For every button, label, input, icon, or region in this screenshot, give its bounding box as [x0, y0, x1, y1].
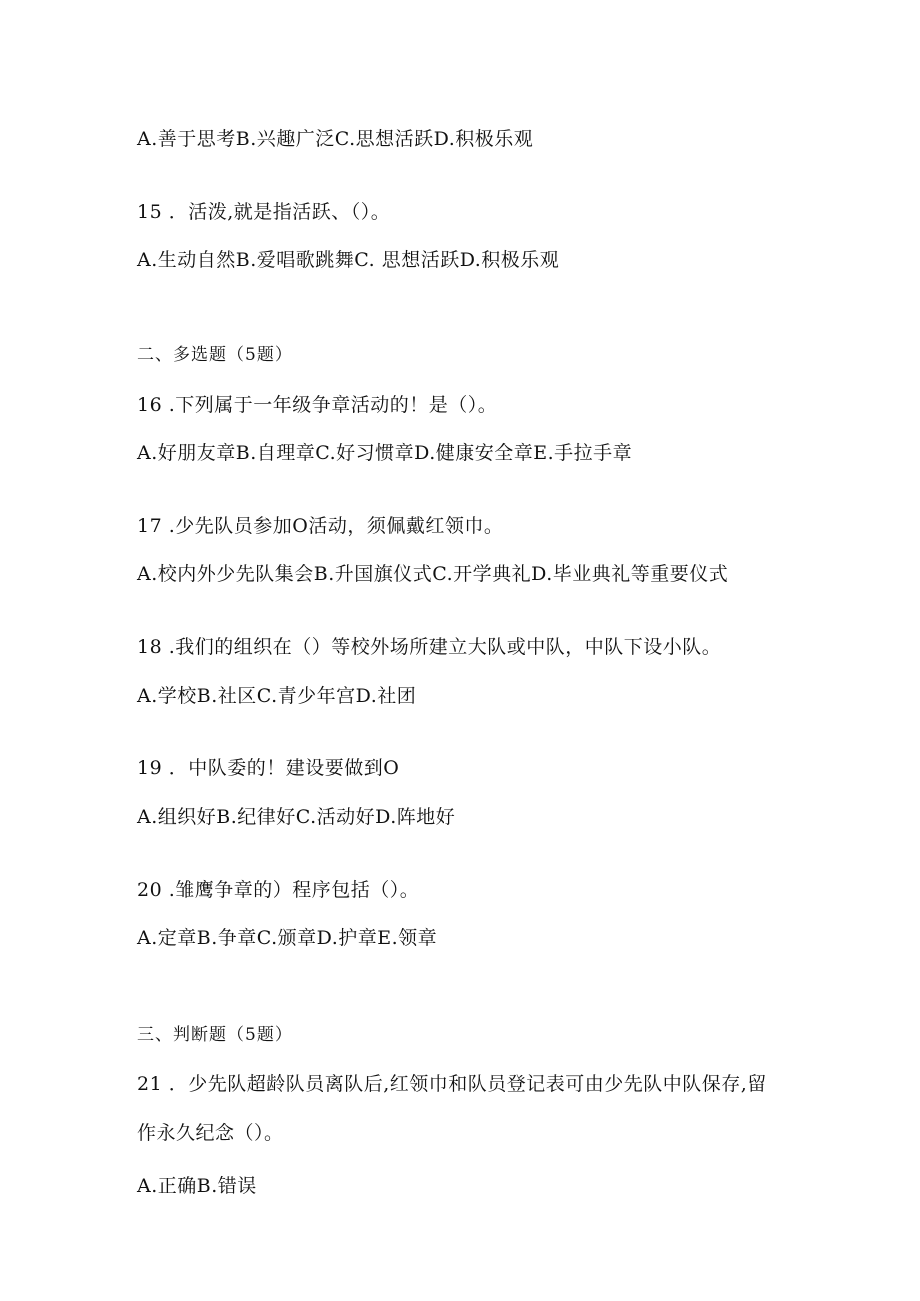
q20-options: A.定章B.争章C.颁章D.护章E.领章 — [137, 927, 438, 949]
q14-options: A.善于思考B.兴趣广泛C.思想活跃D.积极乐观 — [137, 128, 534, 150]
q16-options: A.好朋友章B.自理章C.好习惯章D.健康安全章E.手拉手章 — [137, 442, 633, 464]
q17-question: 17 .少先队员参加O活动，须佩戴红领巾。 — [137, 515, 504, 537]
q19-question: 19 ．中队委的！建设要做到O — [137, 757, 400, 779]
section-3-title: 三、判断题（5题） — [137, 1025, 293, 1045]
q16-question: 16 .下列属于一年级争章活动的！是（）。 — [137, 394, 498, 416]
q19-options: A.组织好B.纪律好C.活动好D.阵地好 — [137, 806, 456, 828]
q17-options: A.校内外少先队集会B.升国旗仪式C.开学典礼D.毕业典礼等重要仪式 — [137, 563, 729, 585]
section-2-title: 二、多选题（5题） — [137, 345, 293, 365]
q20-question: 20 .雏鹰争章的）程序包括（）。 — [137, 879, 420, 901]
q21-question-line-1: 21 ．少先队超龄队员离队后,红领巾和队员登记表可由少先队中队保存,留 — [137, 1073, 767, 1095]
q18-options: A.学校B.社区C.青少年宫D.社团 — [137, 685, 417, 707]
q21-question-line-2: 作永久纪念（）。 — [137, 1122, 284, 1144]
q21-options: A.正确B.错误 — [137, 1175, 257, 1197]
q18-question: 18 .我们的组织在（）等校外场所建立大队或中队，中队下设小队。 — [137, 636, 722, 658]
q15-question: 15 ．活泼,就是指活跃、（）。 — [137, 201, 391, 223]
q15-options: A.生动自然B.爱唱歌跳舞C. 思想活跃D.积极乐观 — [137, 249, 560, 271]
